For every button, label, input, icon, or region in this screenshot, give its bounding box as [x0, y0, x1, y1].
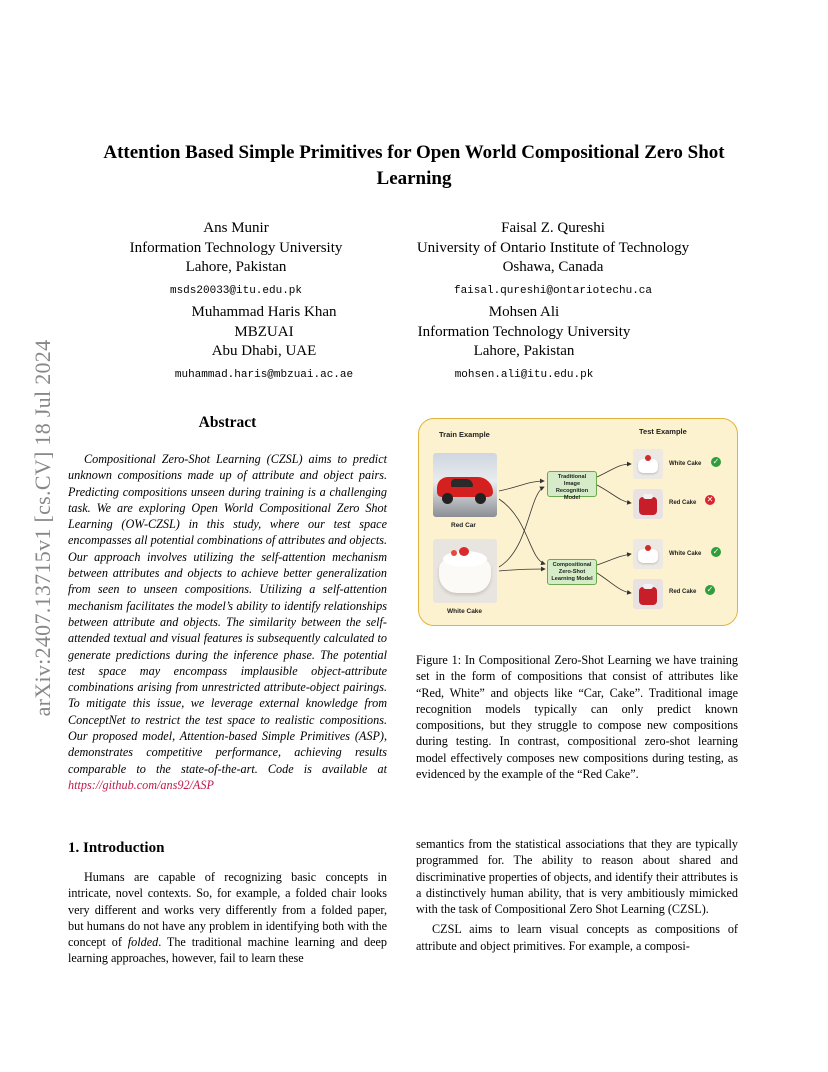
- abstract-heading: Abstract: [198, 414, 257, 431]
- paper-title: Attention Based Simple Primitives for Open World Compositional Zero Shot Learning: [103, 142, 725, 189]
- author-location: Lahore, Pakistan: [185, 259, 287, 275]
- author-email: mohsen.ali@itu.edu.pk: [454, 368, 594, 381]
- intro-paragraph: semantics from the statistical associations that they are typically programmed for. The ability to reason about shared and discriminative properties of objects, and identify their attributes is a distinctively human ability, that is very ambitiously mimicked with the task of Compositional Zero Shot Learning (CZSL).: [416, 837, 738, 917]
- author-location: Oshawa, Canada: [502, 259, 604, 275]
- traditional-model-box: Traditional Image Recognition Model: [547, 471, 597, 497]
- author-name: Muhammad Haris Khan: [191, 304, 337, 320]
- abstract-body: [68, 451, 387, 793]
- author-name: Mohsen Ali: [488, 304, 560, 320]
- train-example-label: Train Example: [439, 430, 490, 439]
- author-affiliation: MBZUAI: [234, 323, 294, 340]
- train-item-label: Red Car: [451, 522, 476, 529]
- test-example-label: Test Example: [639, 427, 687, 436]
- intro-left-column: [68, 869, 387, 967]
- intro-text: Humans are capable of recognizing basic concepts in intricate, novel contexts. So, for example, a folded chair looks very different and works very differently from a folded paper, but humans do not have any problem in identifying both with the concept of: [68, 870, 387, 950]
- figure-caption: Figure 1: In Compositional Zero-Shot Learning we have training set in the form of compositions that consist of attributes like “Red, White” and objects like “Car, Cake”. Traditional image recognition models typically can only predict known compositions, but they struggle to compose new compositions during testing. In contrast, compositional zero-shot learning model effectively composes new compositions during testing, as evidenced by the example of the “Red Cake”.: [416, 653, 738, 782]
- intro-text: . The traditional machine learning and deep learning approaches, however, fail to learn these: [68, 935, 387, 966]
- test-item-label: White Cake: [669, 461, 702, 467]
- test-item-label: White Cake: [669, 551, 702, 557]
- author-name: Faisal Z. Qureshi: [501, 220, 605, 236]
- cross-icon: ✕: [706, 495, 714, 504]
- test-image-red-cake: [633, 489, 663, 519]
- code-link[interactable]: https://github.com/ans92/ASP: [68, 777, 214, 792]
- test-image-white-cake: [633, 449, 663, 479]
- author-block-2: [378, 219, 728, 301]
- czsl-model-box: Compositional Zero-Shot Learning Model: [547, 559, 597, 585]
- test-item-label: Red Cake: [669, 589, 697, 595]
- author-location: Abu Dhabi, UAE: [211, 343, 317, 359]
- test-item-label: Red Cake: [669, 500, 697, 506]
- author-location: Lahore, Pakistan: [473, 343, 575, 359]
- train-item-label: White Cake: [447, 608, 483, 615]
- test-image-white-cake: [633, 539, 663, 569]
- check-icon: ✓: [706, 585, 714, 594]
- section-heading: 1. Introduction: [68, 840, 165, 856]
- intro-emphasis: folded: [127, 935, 159, 950]
- author-block-4: [394, 303, 654, 385]
- author-affiliation: Information Technology University: [129, 239, 343, 256]
- author-block-3: [134, 303, 394, 385]
- author-email: msds20033@itu.edu.pk: [169, 284, 303, 297]
- red-car-image: [433, 453, 497, 517]
- intro-right-column: [416, 836, 738, 954]
- white-cake-image: [433, 539, 497, 603]
- author-email: muhammad.haris@mbzuai.ac.ae: [174, 368, 354, 381]
- author-affiliation: Information Technology University: [417, 323, 631, 340]
- author-affiliation: University of Ontario Institute of Technology: [416, 239, 690, 256]
- check-icon: ✓: [712, 547, 720, 556]
- author-block-1: [104, 219, 368, 301]
- arxiv-identifier: arXiv:2407.13715v1 [cs.CV] 18 Jul 2024: [30, 339, 55, 717]
- figure-1: [418, 418, 738, 626]
- test-image-red-cake: [633, 579, 663, 609]
- intro-paragraph: CZSL aims to learn visual concepts as compositions of attribute and object primitives. For example, a composi-: [416, 922, 738, 953]
- abstract-text: Compositional Zero-Shot Learning (CZSL) aims to predict unknown compositions made up of attribute and object pairs. Predicting compositions unseen during training is a challenging task. We are exploring Open World Compositional Zero Shot Learning (OW-CZSL) in this study, where our test space encompasses all potential combinations of attributes and objects. Our approach involves utilizing the self-attention mechanism between attributes and objects to achieve better generalization from seen to unseen compositions. Utilizing a self-attention mechanism facilitates the model’s ability to identify relationships between attribute and objects. The similarity between the self-attended textual and visual features is subsequently calculated to generate predictions during the inference phase. The potential test space may encompass implausible object-attribute combinations arising from unrestricted attribute-object pairings. To mitigate this issue, we leverage external knowledge from ConceptNet to restrict the test space to realistic compositions. Our proposed model, Attention-based Simple Primitives (ASP), demonstrates competitive performance, achieving results comparable to the state-of-the-art. Code is available at: [68, 452, 387, 776]
- author-name: Ans Munir: [203, 220, 269, 236]
- author-email: faisal.qureshi@ontariotechu.ca: [453, 284, 653, 297]
- check-icon: ✓: [712, 457, 720, 466]
